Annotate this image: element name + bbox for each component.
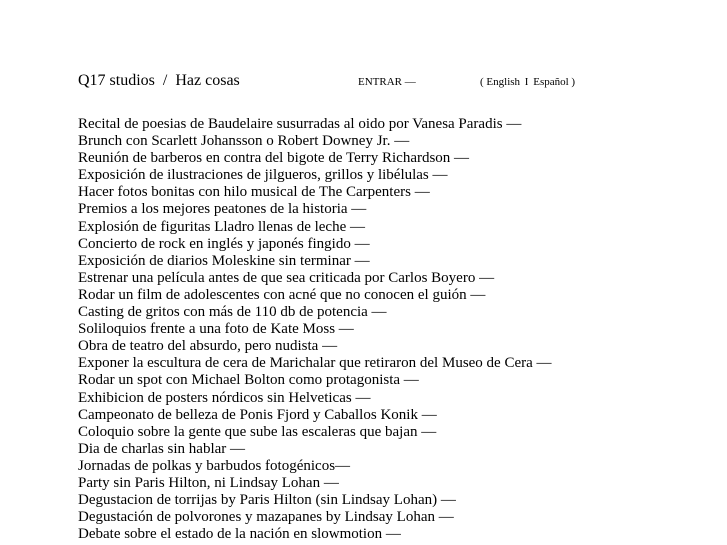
event-item: Brunch con Scarlett Johansson o Robert Downey Jr. — bbox=[78, 133, 410, 150]
brand-separator: / bbox=[162, 72, 168, 89]
event-item: Premios a los mejores peatones de la historia — bbox=[78, 201, 367, 218]
tagline: Haz cosas bbox=[175, 72, 240, 89]
event-item: Soliloquios frente a una foto de Kate Moss — bbox=[78, 321, 354, 338]
event-item: Coloquio sobre la gente que sube las escaleras que bajan — bbox=[78, 423, 437, 440]
event-item: Recital de poesias de Baudelaire susurradas al oido por Vanesa Paradis — bbox=[78, 116, 522, 132]
event-item: Dia de charlas sin hablar — bbox=[78, 440, 246, 457]
lang-close-paren: ) bbox=[571, 76, 576, 88]
event-item: Hacer fotos bonitas con hilo musical de The Carpenters — bbox=[78, 184, 430, 201]
event-item: Concierto de rock en inglés y japonés fingido — bbox=[78, 235, 370, 252]
event-item: Exponer la escultura de cera de Marichalar que retiraron del Museo de Cera — bbox=[78, 355, 552, 372]
event-item: Party sin Paris Hilton, ni Lindsay Lohan — bbox=[78, 474, 339, 491]
lang-spanish-link[interactable]: Español bbox=[533, 76, 569, 88]
event-item: Rodar un spot con Michael Bolton como protagonista — bbox=[78, 372, 419, 389]
event-item: Debate sobre el estado de la nación en slowmotion — bbox=[78, 526, 401, 543]
event-item: Reunión de barberos en contra del bigote de Terry Richardson — bbox=[78, 150, 470, 167]
brand-link[interactable]: Q17 studios bbox=[78, 72, 155, 89]
event-item: Degustación de polvorones y mazapanes by Lindsay Lohan — bbox=[78, 509, 454, 526]
event-item: Rodar un film de adolescentes con acné que no conocen el guión — bbox=[78, 286, 486, 303]
lang-open-paren: ( bbox=[480, 76, 484, 88]
event-item: Jornadas de polkas y barbudos fotogénicos— bbox=[78, 457, 351, 474]
enter-block bbox=[358, 76, 416, 88]
event-item: Casting de gritos con más de 110 db de potencia — bbox=[78, 304, 387, 321]
brand-block bbox=[78, 72, 240, 90]
lang-english-link[interactable]: English bbox=[486, 76, 521, 88]
language-switcher bbox=[480, 76, 575, 88]
event-item: Exposición de ilustraciones de jilgueros, grillos y libélulas — bbox=[78, 167, 448, 184]
event-item: Degustacion de torrijas by Paris Hilton (sin Lindsay Lohan) — bbox=[78, 492, 456, 509]
event-item: Exposición de diarios Moleskine sin terminar — bbox=[78, 252, 370, 269]
enter-link[interactable]: ENTRAR — bbox=[358, 76, 416, 88]
event-item: Exhibicion de posters nórdicos sin Helveticas — bbox=[78, 389, 371, 406]
event-item: Obra de teatro del absurdo, pero nudista — bbox=[78, 338, 338, 355]
event-item: Estrenar una película antes de que sea criticada por Carlos Boyero — bbox=[78, 269, 495, 286]
site-header bbox=[78, 72, 698, 92]
lang-divider: I bbox=[524, 76, 529, 88]
event-item: Explosión de figuritas Lladro llenas de leche — bbox=[78, 218, 365, 235]
event-list bbox=[78, 116, 552, 543]
event-item: Campeonato de belleza de Ponis Fjord y Caballos Konik — bbox=[78, 406, 437, 423]
